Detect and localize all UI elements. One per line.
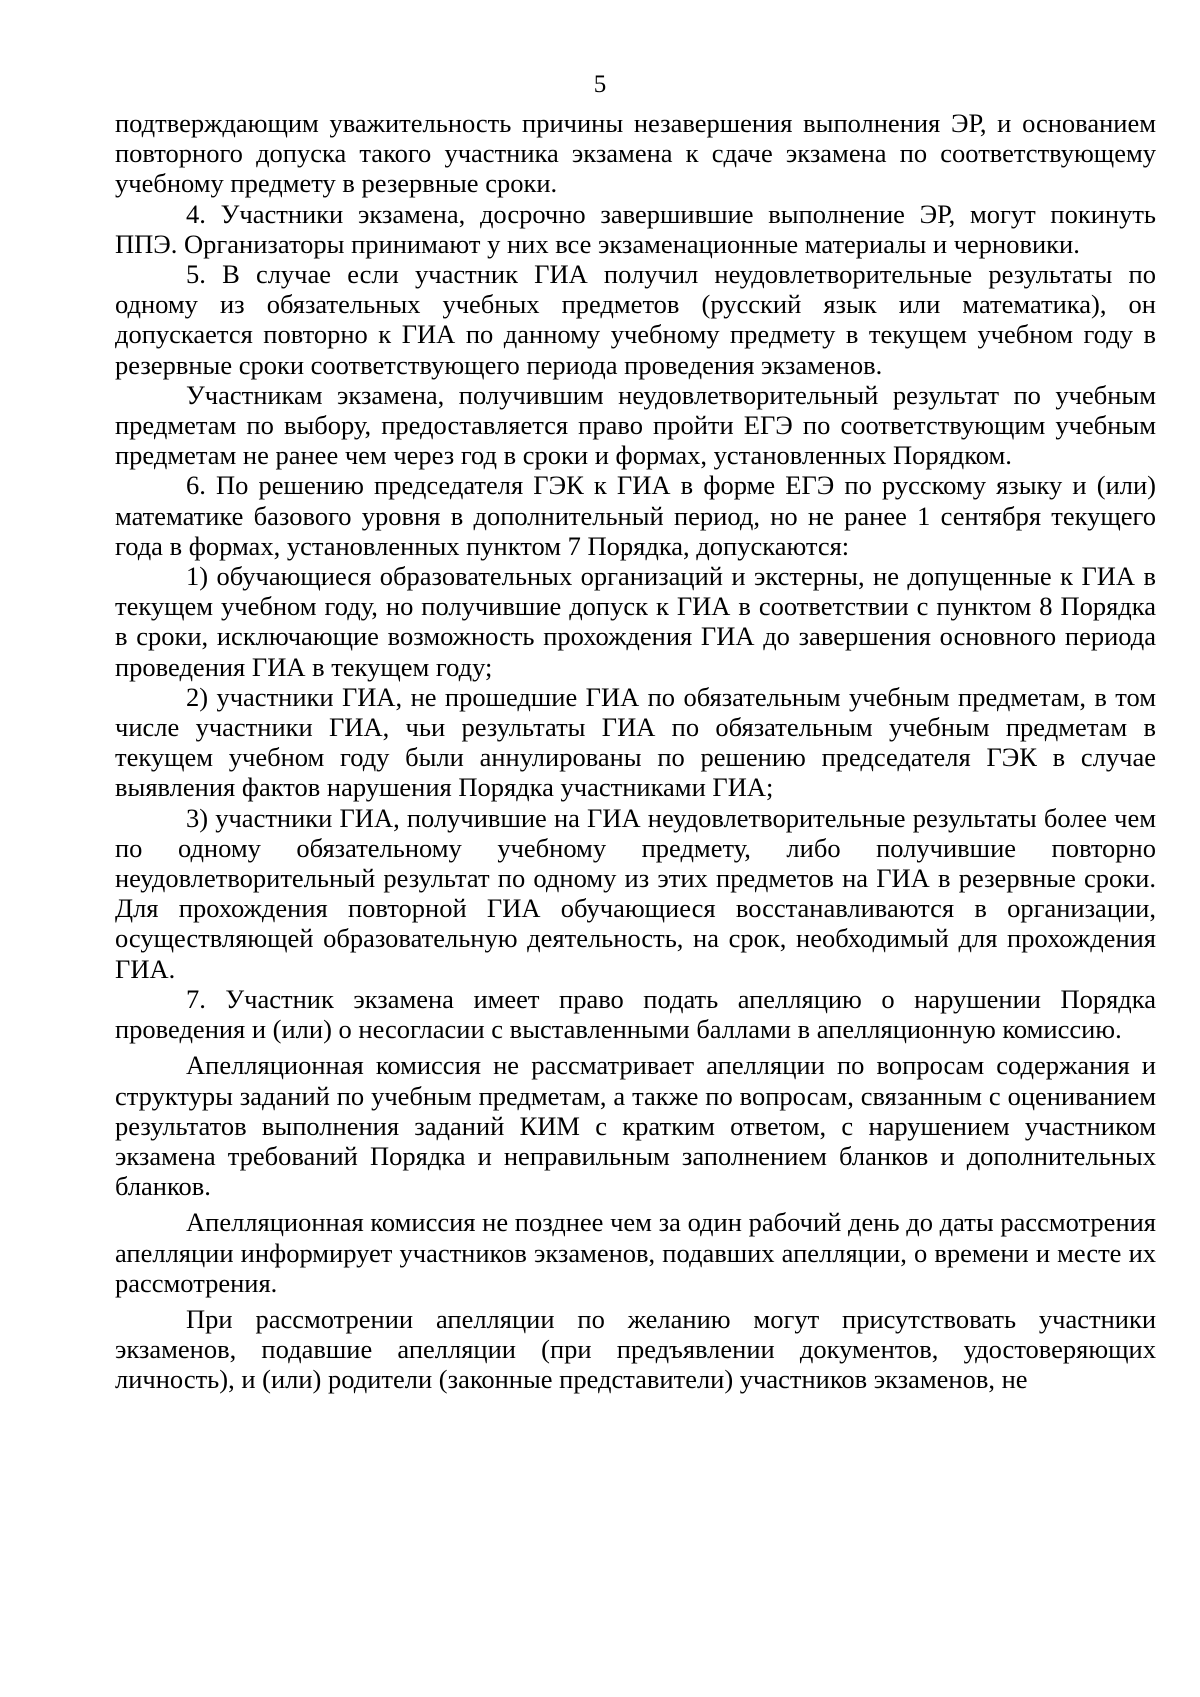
paragraph-item-7: 7. Участник экзамена имеет право подать апелляцию о нарушении Порядка проведения и (или) о несогласии с выставленными баллами в апелляционную комиссию.: [115, 983, 1156, 1045]
paragraph-item-6-sub-3: 3) участники ГИА, получившие на ГИА неудовлетворительные результаты более чем по одному обязательному учебному предмету, либо получившие повторно неудовлетворительный результат по одному из этих предметов на ГИА в резервные сроки. Для прохождения повторной ГИА обучающиеся восстанавливаются в организации, осуществляющей образовательную деятельность, на срок, необходимый для прохождения ГИА.: [115, 802, 1156, 984]
page-number: 5: [593, 71, 607, 98]
paragraph-appeal-scope: Апелляционная комиссия не рассматривает апелляции по вопросам содержания и структуры заданий по учебным предметам, а также по вопросам, связанным с оцениванием результатов выполнения заданий КИМ с кратким ответом, с нарушением участником экзамена требований Порядка и неправильным заполнением бланков и дополнительных бланков.: [115, 1050, 1156, 1202]
paragraph-item-5: 5. В случае если участник ГИА получил неудовлетворительные результаты по одному из обязательных учебных предметов (русский язык или математика), он допускается повторно к ГИА по данному учебному предмету в текущем учебном году в резервные сроки соответствующего периода проведения экзаменов.: [115, 259, 1156, 380]
paragraph-item-5-continued: Участникам экзамена, получившим неудовлетворительный результат по учебным предметам по выбору, предоставляется право пройти ЕГЭ по соответствующим учебным предметам не ранее чем через год в сроки и формах, установленных Порядком.: [115, 379, 1156, 471]
paragraph-appeal-attendance: При рассмотрении апелляции по желанию могут присутствовать участники экзаменов, подавшие апелляции (при предъявлении документов, удостоверяющих личность), и (или) родители (законные представители) участников экзаменов, не: [115, 1303, 1156, 1395]
paragraph-item-6-sub-2: 2) участники ГИА, не прошедшие ГИА по обязательным учебным предметам, в том числе участники ГИА, чьи результаты ГИА по обязательным учебным предметам в текущем учебном году были аннулированы по решению председателя ГЭК в случае выявления фактов нарушения Порядка участниками ГИА;: [115, 681, 1156, 803]
paragraph-item-4: 4. Участники экзамена, досрочно завершившие выполнение ЭР, могут покинуть ППЭ. Организаторы принимают у них все экзаменационные материалы и черновики.: [115, 198, 1156, 259]
document-body: [115, 108, 1156, 1395]
paragraph-item-6: 6. По решению председателя ГЭК к ГИА в форме ЕГЭ по русскому языку и (или) математике базового уровня в дополнительный период, но не ранее 1 сентября текущего года в формах, установленных пунктом 7 Порядка, допускаются:: [115, 470, 1156, 561]
paragraph-item-6-sub-1: 1) обучающиеся образовательных организаций и экстерны, не допущенные к ГИА в текущем учебном году, но получившие допуск к ГИА в соответствии с пунктом 8 Порядка в сроки, исключающие возможность прохождения ГИА до завершения основного периода проведения ГИА в текущем году;: [115, 561, 1156, 682]
paragraph-appeal-notice: Апелляционная комиссия не позднее чем за один рабочий день до даты рассмотрения апелляции информирует участников экзаменов, подавших апелляции, о времени и месте их рассмотрения.: [115, 1207, 1156, 1298]
paragraph-continuation: подтверждающим уважительность причины незавершения выполнения ЭР, и основанием повторного допуска такого участника экзамена к сдаче экзамена по соответствующему учебному предмету в резервные сроки.: [115, 108, 1156, 199]
